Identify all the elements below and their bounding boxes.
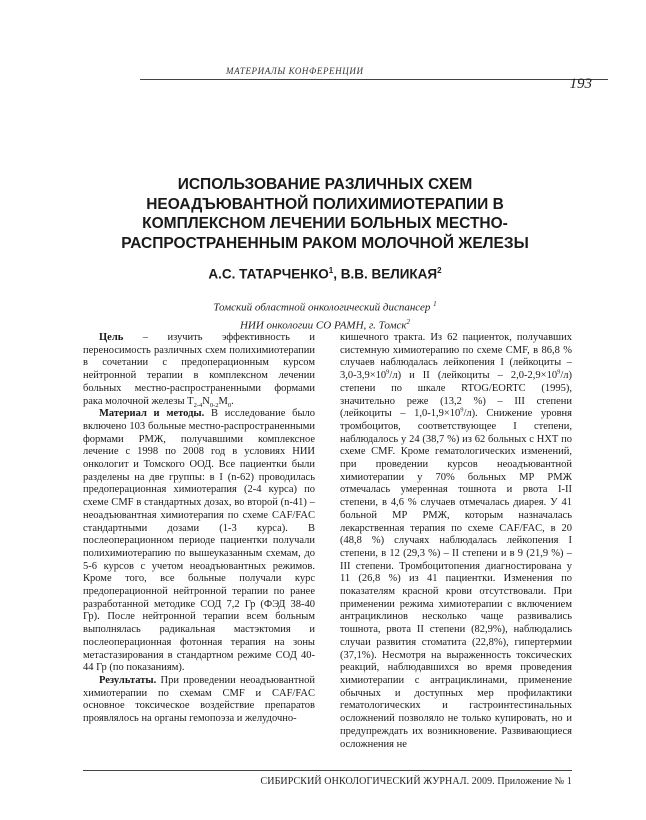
affiliation-marker: 2	[406, 317, 411, 326]
footer-divider	[83, 770, 572, 771]
paragraph-text: В исследование было включено 103 больные местно-распространенными формами РМЖ, получавшими комплексное лечение с 1998 по 2008 год в условиях НИИ онкологит и Томского ООД. Все пациентки были разделены на две группы: в I (n-62) проводилась предоперационная химиотерапия (2-4 курса) по схеме CMF в стандартных дозах, во второй (n-41) – неоадъювантная химиотерапия по схеме CAF/FAC стандартными дозами (1-3 курса). В послеоперационном периоде пациентки получали полихимиотерапию по вышеуказанным схемам, до 5-6 курсов с учетом неоадъювантных режимов. Кроме того, все больные получали курс предоперационной нейтронной терапии по ранее разработанной методике СОД 7,2 Гр (ФЭД 38-40 Гр). После нейтронной терапии всем больным выполнялась радикальная мастэктомия и послеоперационная фотонная терапия на зоны метастазирования в стандартном режиме СОД 40-44 Гр (по показаниям).	[83, 408, 315, 674]
section-label: Цель	[99, 332, 124, 343]
stage-letter: N	[202, 395, 210, 407]
left-text-column	[83, 332, 315, 726]
affiliation-marker: 1	[328, 266, 334, 275]
author-name: А.С. ТАТАРЧЕНКО	[208, 266, 329, 282]
paragraph-text: /л). Снижение уровня тромбоцитов, соответствующее I степени, наблюдалось у 24 (38,7 %) из 62 больных с НХТ по схеме CMF. Кроме гематологических изменений, при проведении курсов неоадъювантной химиотерапии у 70% больных МР РМЖ отмечалась умеренная тошнота и рвота I-II степени, в 4,6 % случаев отмечалась диарея. У 41 больной МР РМЖ, которым назначалась лекарственная терапия по схеме CAF/FAC, в 20 (48,8 %) случаях наблюдалась лейкопения I степени, в 12 (29,3 %) – II степени и в 9 (21,9 %) – III степени. Тромбоцитопения диагностирована у 11 (26,8 %) из 41 пациентки. Изменения по показателям красной крови отсутствовали. При применении режима химиотерапии с включением антрациклинов несколько чаще развивались тошнота, рвота II степени (82,9%), наблюдались случаи развития стоматита (22,8%), гипертермии (37,1%). Несмотря на выраженность токсических реакций, наблюдавшихся во время проведения химиотерапии с антрациклинами, применение обычных и доступных мер профилактики гематологических и гастроинтестинальных осложнений позволяло не только купировать, но и предупреждать их возникновение. Развивающиеся осложнения не	[340, 408, 572, 750]
stage-letter: M	[218, 395, 228, 407]
paragraph-text: /л) и II (лейкоциты – 2,0-2,9×10	[389, 370, 558, 382]
paragraph-text: /л) степени по шкале RTOG/EORTC (1995), значительно реже (13,2 %) – III степени (лейкоциты – 1,0-1,9×10	[340, 370, 572, 420]
exponent: 9	[460, 406, 464, 414]
running-header: МАТЕРИАЛЫ КОНФЕРЕНЦИИ	[226, 66, 364, 76]
author-name: В.В. ВЕЛИКАЯ	[340, 266, 438, 282]
stage-subscript: 2-4	[193, 401, 203, 409]
author-separator: ,	[333, 266, 341, 282]
paragraph-text: – изучить эффективность и переносимость различных схем полихимиотерапии в сочетании с предоперационным курсом нейтронной терапии в комплексном лечении больных местно-распространенными формами рака молочной железы T	[83, 332, 315, 407]
section-label: Результаты.	[99, 674, 157, 686]
author-list	[96, 266, 554, 282]
page-number: 193	[569, 76, 592, 92]
paragraph-end: .	[231, 395, 234, 407]
affiliation-marker: 1	[433, 300, 437, 308]
affiliation-text: НИИ онкологии СО РАМН, г. Томск	[239, 319, 407, 332]
affiliation-marker: 2	[437, 266, 442, 275]
paragraph-text: кишечного тракта. Из 62 пациенток, получавших системную химиотерапию по схеме CMF, в 86,8 % случаев наблюдалась лейкопения I (лейкоциты – 3,0-3,9×10	[340, 332, 572, 382]
header-divider	[140, 79, 608, 80]
right-text-column	[340, 332, 572, 751]
paragraph-methods	[83, 408, 315, 675]
paragraph-text: При проведении неоадъювантной химиотерапии по схемам CMF и CAF/FAC основное токсическое воздействие препаратов проявлялось на органы гемопоэза и желудочно-	[83, 674, 315, 725]
stage-subscript: 0-2	[209, 401, 219, 409]
exponent: 9	[386, 368, 390, 376]
exponent: 9	[557, 368, 561, 376]
affiliation-line	[96, 315, 554, 333]
affiliations	[96, 297, 554, 332]
affiliation-text: Томский областной онкологический диспансер	[213, 301, 431, 314]
section-label: Материал и методы.	[99, 408, 205, 420]
paragraph-results	[83, 675, 315, 726]
paragraph-aim	[83, 332, 315, 408]
paragraph-results-continued	[340, 332, 572, 751]
journal-footer: СИБИРСКИЙ ОНКОЛОГИЧЕСКИЙ ЖУРНАЛ. 2009. Приложение № 1	[260, 776, 572, 787]
stage-subscript: 0	[227, 401, 232, 409]
article-title: ИСПОЛЬЗОВАНИЕ РАЗЛИЧНЫХ СХЕМ НЕОАДЪЮВАНТНОЙ ПОЛИХИМИОТЕРАПИИ В КОМПЛЕКСНОМ ЛЕЧЕНИИ БОЛЬНЫХ МЕСТНО-РАСПРОСТРАНЕННЫМ РАКОМ МОЛОЧНОЙ ЖЕЛЕЗЫ	[121, 176, 529, 252]
affiliation-line	[96, 297, 554, 315]
